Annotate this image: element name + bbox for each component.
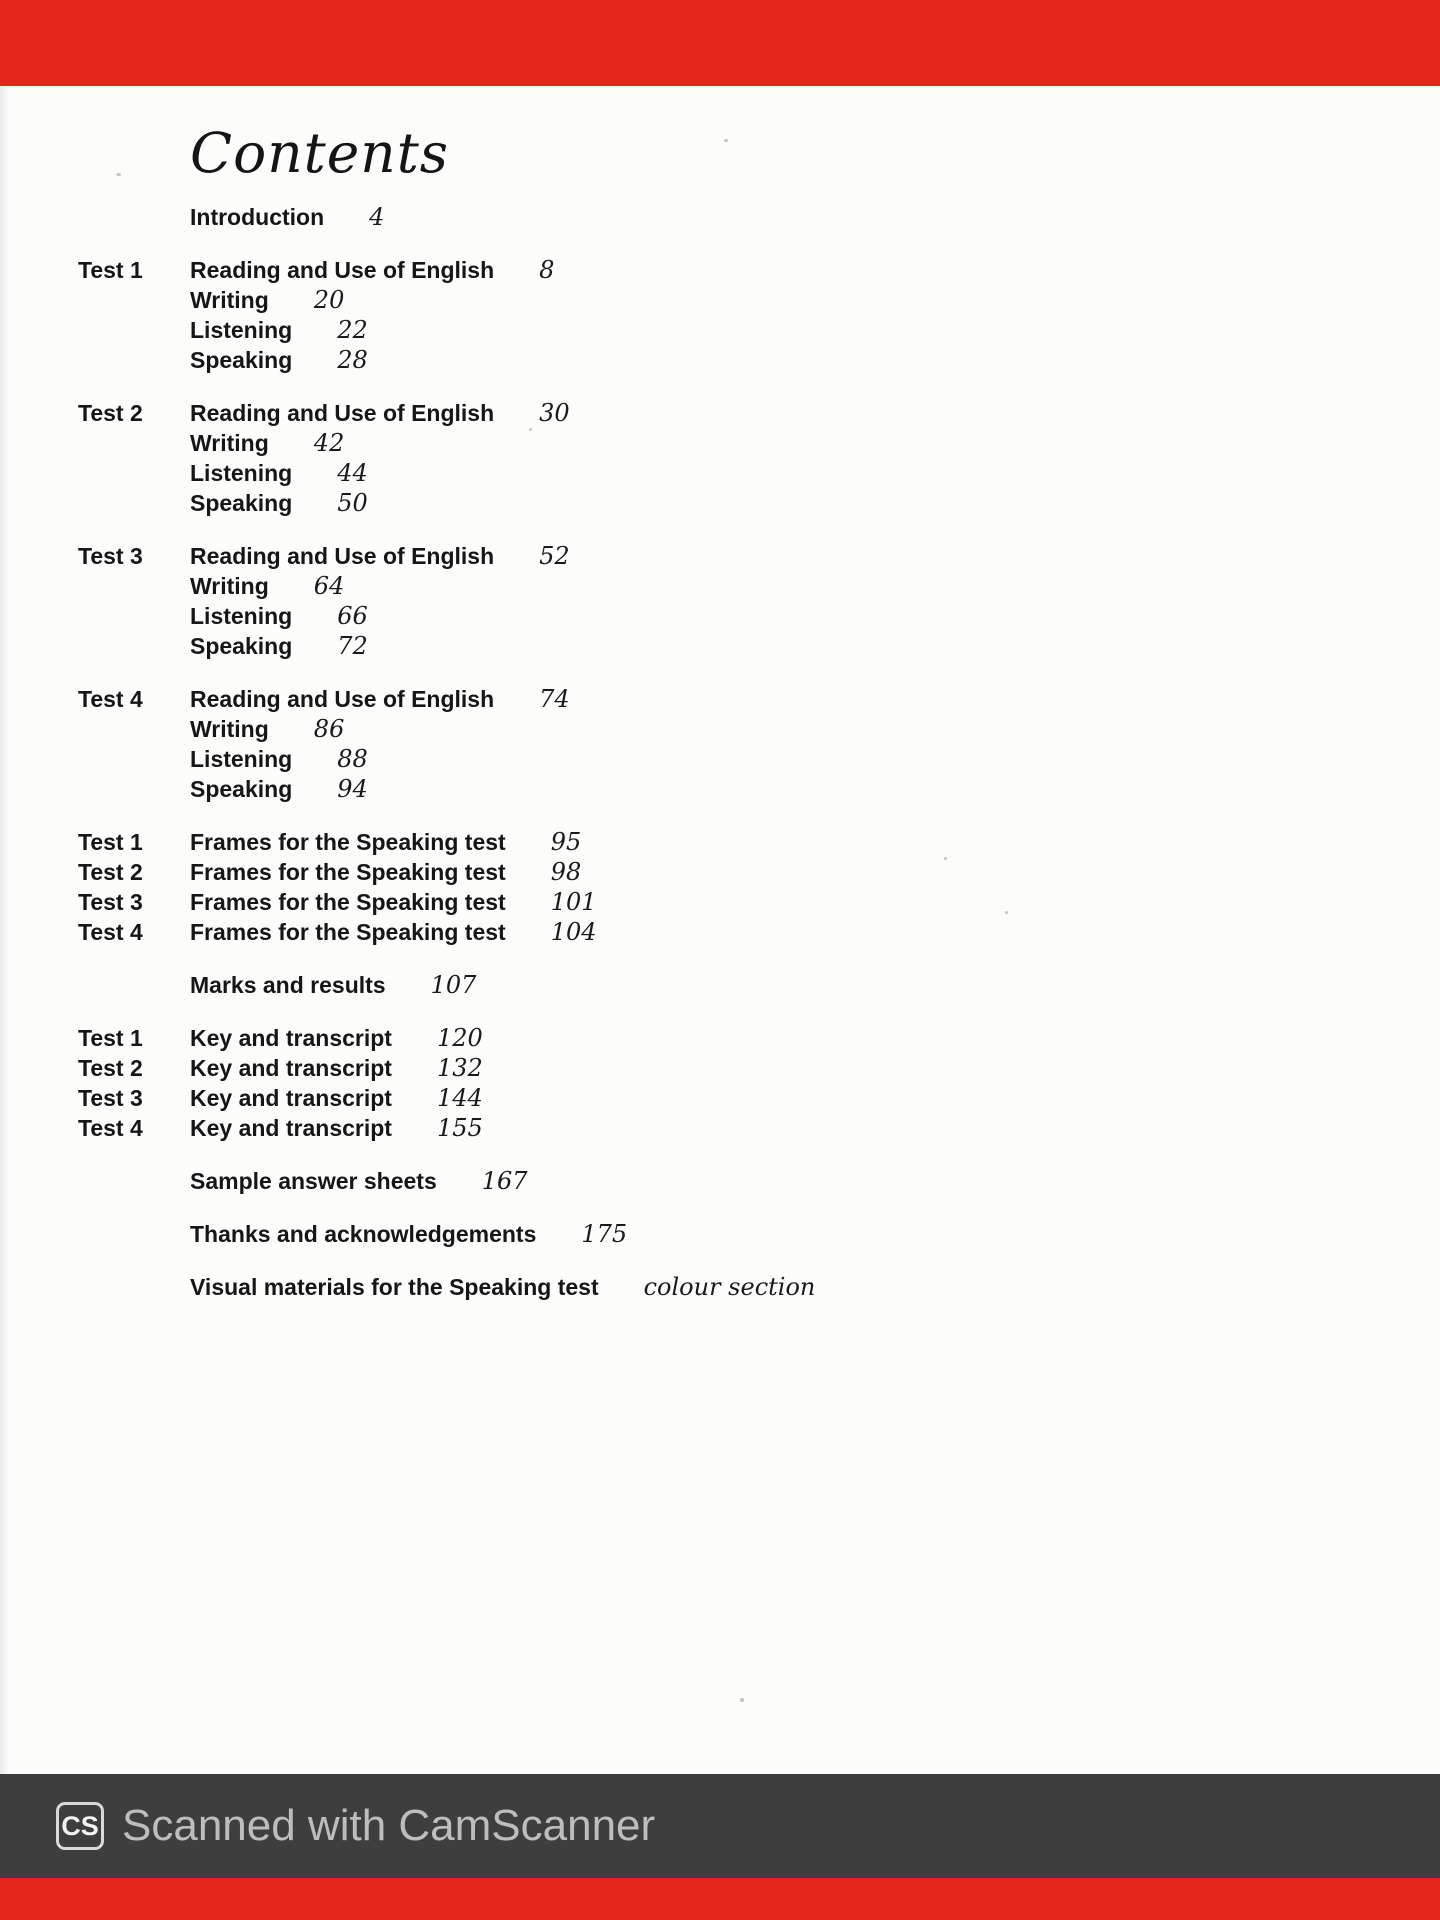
toc-row [0, 541, 1440, 571]
section-name: Frames for the Speaking test [190, 859, 506, 885]
section-name: Listening [190, 460, 293, 486]
toc-row [0, 1053, 1440, 1083]
section-name: Key and transcript [190, 1055, 392, 1081]
test-label: Test 2 [78, 1055, 143, 1081]
page-number: 107 [430, 971, 477, 999]
page-number: 120 [436, 1024, 483, 1052]
toc-row [0, 315, 1440, 345]
section-name: Frames for the Speaking test [190, 829, 506, 855]
toc-row [0, 917, 1440, 947]
toc-row [0, 684, 1440, 714]
page-number: 144 [436, 1084, 483, 1112]
toc-keys-block [0, 1023, 1440, 1143]
section-name: Frames for the Speaking test [190, 919, 506, 945]
scan-speck [724, 139, 728, 142]
test-label: Test 3 [78, 1085, 143, 1111]
page-number: 20 [313, 286, 345, 314]
scan-speck [944, 857, 947, 860]
page-number: 28 [337, 346, 368, 374]
scan-top-edge [0, 0, 1440, 86]
page-number: 50 [337, 489, 368, 517]
page-number: 167 [481, 1167, 528, 1195]
section-name: Reading and Use of English [190, 543, 495, 569]
section-name: Speaking [190, 490, 293, 516]
toc-row [0, 1113, 1440, 1143]
section-name: Speaking [190, 776, 293, 802]
section-name: Reading and Use of English [190, 400, 495, 426]
toc-row [0, 601, 1440, 631]
toc-entry-visual-materials [0, 1272, 1440, 1302]
page-number: 72 [337, 632, 368, 660]
test-label: Test 3 [78, 543, 143, 569]
test-label: Test 4 [78, 1115, 143, 1141]
section-name: Key and transcript [190, 1085, 392, 1111]
camscanner-logo-icon: CS [56, 1802, 104, 1850]
page-number: 98 [550, 858, 582, 886]
page-number: 52 [539, 542, 570, 570]
section-name: Writing [190, 287, 269, 313]
toc-row [0, 428, 1440, 458]
scan-speck [529, 428, 532, 431]
toc-test-block-1 [0, 255, 1440, 375]
section-name: Speaking [190, 633, 293, 659]
toc-row [0, 398, 1440, 428]
toc-row [0, 887, 1440, 917]
toc-entry-marks [0, 970, 1440, 1000]
entry-text: Sample answer sheets [190, 1168, 437, 1194]
page-number: 86 [313, 715, 345, 743]
page-number: 64 [313, 572, 345, 600]
toc-test-block-4 [0, 684, 1440, 804]
scan-speck [740, 1698, 744, 1702]
page-number: 95 [550, 828, 582, 856]
toc-row [0, 285, 1440, 315]
section-name: Key and transcript [190, 1025, 392, 1051]
toc-row [0, 345, 1440, 375]
camscanner-bar [0, 1774, 1440, 1878]
toc-row [0, 827, 1440, 857]
toc-row [0, 714, 1440, 744]
test-label: Test 2 [78, 859, 143, 885]
page-number: 74 [539, 685, 570, 713]
section-name: Listening [190, 746, 293, 772]
scan-speck [116, 173, 121, 176]
section-name: Writing [190, 430, 269, 456]
page-number: 22 [337, 316, 368, 344]
test-label: Test 1 [78, 829, 143, 855]
page-number: 30 [539, 399, 570, 427]
toc-row [0, 1023, 1440, 1053]
page-number: 175 [581, 1220, 628, 1248]
scan-speck [1005, 911, 1008, 914]
page-number: 4 [369, 203, 385, 231]
toc-row [0, 631, 1440, 661]
toc-frames-block [0, 827, 1440, 947]
test-label: Test 2 [78, 400, 143, 426]
page-number: 8 [539, 256, 555, 284]
entry-text: Visual materials for the Speaking test [190, 1274, 599, 1300]
page-number: 104 [550, 918, 597, 946]
toc-entry-thanks [0, 1219, 1440, 1249]
page-number: 94 [337, 775, 368, 803]
toc-row [0, 571, 1440, 601]
test-label: Test 1 [78, 257, 143, 283]
entry-text: Thanks and acknowledgements [190, 1221, 537, 1247]
section-name: Key and transcript [190, 1115, 392, 1141]
book-page [0, 86, 1440, 1774]
section-name: Reading and Use of English [190, 686, 495, 712]
test-label: Test 4 [78, 686, 143, 712]
page-number: 155 [436, 1114, 483, 1142]
section-name: Reading and Use of English [190, 257, 495, 283]
section-name: Listening [190, 317, 293, 343]
test-label: Test 4 [78, 919, 143, 945]
entry-text: Marks and results [190, 972, 386, 998]
scan-bottom-edge [0, 1878, 1440, 1920]
watermark-text: Scanned with CamScanner [122, 1801, 656, 1850]
section-name: Listening [190, 603, 293, 629]
contents-title: Contents [190, 121, 450, 185]
test-label: Test 1 [78, 1025, 143, 1051]
toc-row [0, 488, 1440, 518]
page-number: 44 [337, 459, 368, 487]
toc-row [0, 774, 1440, 804]
page-number: 88 [337, 745, 368, 773]
toc-test-block-2 [0, 398, 1440, 518]
section-name: Writing [190, 716, 269, 742]
test-label: Test 3 [78, 889, 143, 915]
toc-row [0, 857, 1440, 887]
toc-row [0, 1083, 1440, 1113]
entry-text: Introduction [190, 204, 325, 230]
page-number: 66 [337, 602, 368, 630]
toc-row [0, 744, 1440, 774]
section-name: Speaking [190, 347, 293, 373]
page-number: 132 [436, 1054, 483, 1082]
page-number: colour section [643, 1273, 816, 1301]
toc-entry-introduction [0, 202, 1440, 232]
toc-test-block-3 [0, 541, 1440, 661]
section-name: Frames for the Speaking test [190, 889, 506, 915]
page-number: 101 [550, 888, 597, 916]
toc-row [0, 255, 1440, 285]
toc-entry-sample-sheets [0, 1166, 1440, 1196]
toc-row [0, 458, 1440, 488]
section-name: Writing [190, 573, 269, 599]
page-number: 42 [313, 429, 345, 457]
